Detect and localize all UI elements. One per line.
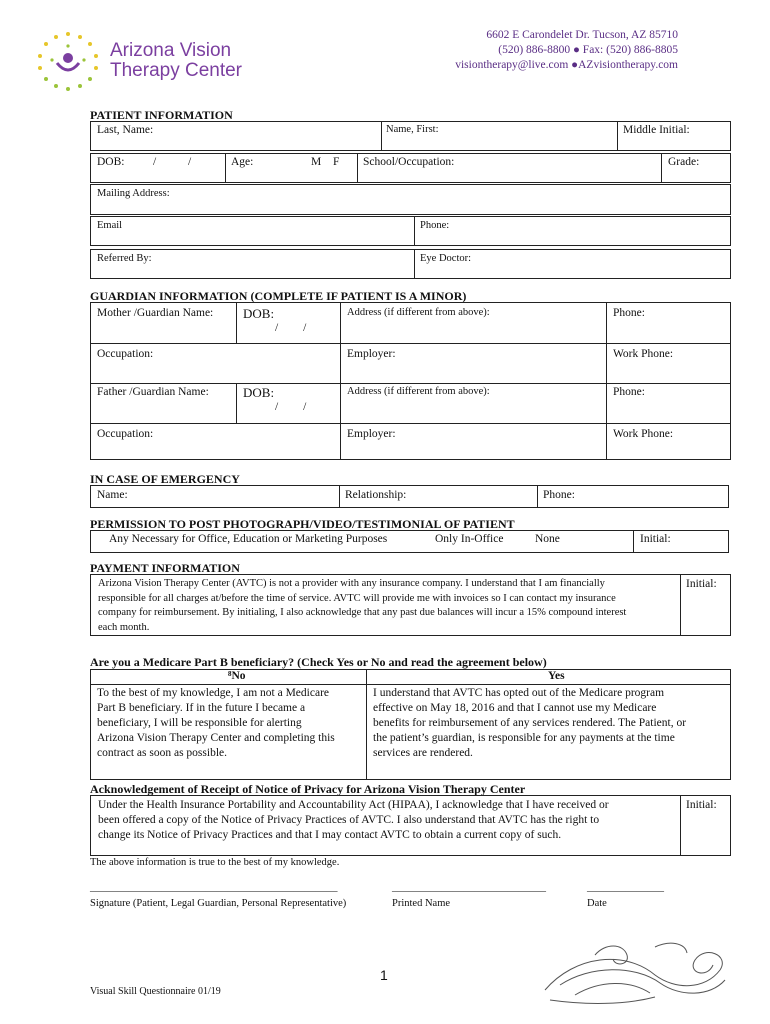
medicare-question: Are you a Medicare Part B beneficiary? (Check Yes or No and read the agreement below) (90, 655, 547, 669)
payment-terms-line: each month. (98, 621, 150, 633)
date-line[interactable]: ______________ (587, 881, 664, 893)
father-address-field[interactable]: Address (if different from above): (347, 386, 490, 397)
emergency-row (90, 485, 729, 508)
clinic-contact (455, 28, 678, 73)
mother-address-field[interactable]: Address (if different from above): (347, 307, 490, 318)
father-employer-field[interactable]: Employer: (347, 428, 396, 440)
payment-section-title: PAYMENT INFORMATION (90, 561, 240, 575)
medicare-no-checkbox[interactable]: ⁸No (228, 670, 246, 682)
medicare-no-line: beneficiary, I will be responsible for alerting (97, 717, 302, 729)
mother-employer-field[interactable]: Employer: (347, 348, 396, 360)
dob-slash: / (188, 156, 192, 168)
medicare-no-label: No (231, 670, 246, 682)
page-number: 1 (380, 967, 388, 983)
medicare-table (90, 669, 731, 780)
father-dob-field[interactable]: DOB: (243, 385, 275, 400)
logo-line-2: Therapy Center (110, 60, 243, 81)
mother-work-phone-field[interactable]: Work Phone: (613, 348, 674, 360)
decorative-flourish-icon (535, 935, 735, 1010)
logo-line-1: Arizona Vision (110, 40, 232, 61)
permission-initial-field[interactable]: Initial: (640, 533, 671, 545)
patient-dob-row (90, 153, 731, 183)
logo-mark-icon (28, 30, 108, 92)
mailing-address-label: Mailing Address: (97, 188, 170, 199)
father-occupation-field[interactable]: Occupation: (97, 428, 154, 440)
guardian-section-title: GUARDIAN INFORMATION (COMPLETE IF PATIENT IS A MINOR) (90, 289, 467, 303)
sex-m-option[interactable]: M (311, 156, 322, 168)
payment-terms-line: company for reimbursement. By initialing, I also acknowledge that any past due balances will incur a 15% compound interest (98, 607, 627, 618)
eye-doctor-field[interactable]: Eye Doctor: (420, 253, 472, 264)
medicare-no-line: contract as soon as possible. (97, 747, 227, 759)
payment-terms (98, 577, 678, 635)
permission-office-option[interactable]: Only In-Office (435, 533, 504, 545)
medicare-yes-line: services are rendered. (373, 747, 473, 759)
last-name-field[interactable]: Last, Name: (97, 124, 154, 136)
signature-label: Signature (Patient, Legal Guardian, Personal Representative) (90, 898, 347, 909)
medicare-no-line: Arizona Vision Therapy Center and completing this (97, 732, 335, 744)
printed-name-label: Printed Name (392, 898, 451, 909)
email-field[interactable]: Email (97, 220, 123, 231)
permission-any-option[interactable]: Any Necessary for Office, Education or Marketing Purposes (109, 533, 388, 545)
dob-slash: / (153, 156, 157, 168)
printed-name-line[interactable]: ____________________________ (392, 881, 546, 893)
mother-guardian-name-field[interactable]: Mother /Guardian Name: (97, 307, 214, 319)
father-phone-field[interactable]: Phone: (613, 386, 645, 398)
grade-field[interactable]: Grade: (668, 156, 700, 168)
mailing-address-field[interactable] (90, 184, 731, 215)
medicare-no-text (97, 686, 363, 761)
guardian-table (90, 302, 731, 460)
signature-line[interactable]: _____________________________________________ (90, 881, 338, 893)
mother-dob-field[interactable]: DOB: (243, 306, 275, 321)
privacy-section-title: Acknowledgement of Receipt of Notice of Privacy for Arizona Vision Therapy Center (90, 782, 526, 796)
email-phone-row (90, 216, 731, 246)
emergency-relationship-field[interactable]: Relationship: (345, 489, 407, 501)
mother-phone-field[interactable]: Phone: (613, 307, 645, 319)
mother-occupation-field[interactable]: Occupation: (97, 348, 154, 360)
age-field[interactable]: Age: (231, 156, 254, 168)
privacy-line: been offered a copy of the Notice of Privacy Practices of AVTC. I also understand that AVTC has the right to (98, 814, 600, 826)
medicare-yes-line: effective on May 18, 2016 and that I cannot use my Medicare (373, 702, 657, 714)
permission-none-option[interactable]: None (535, 533, 560, 545)
phone-field[interactable]: Phone: (420, 220, 450, 231)
medicare-yes-line: benefits for reimbursement of any services rendered. The Patient, or (373, 717, 687, 729)
emergency-name-field[interactable]: Name: (97, 489, 128, 501)
privacy-box (90, 795, 731, 856)
father-dob-slashes: / / (275, 401, 307, 413)
medicare-yes-checkbox[interactable]: Yes (548, 670, 565, 682)
form-identifier: Visual Skill Questionnaire 01/19 (90, 986, 221, 997)
date-label: Date (587, 898, 607, 909)
patient-name-row (90, 121, 731, 151)
school-occupation-field[interactable]: School/Occupation: (363, 156, 455, 168)
privacy-initial-field[interactable]: Initial: (686, 799, 717, 811)
patient-section-title: PATIENT INFORMATION (90, 108, 233, 122)
privacy-line: change its Notice of Privacy Practices and that I may contact AVTC to obtain a current copy of such. (98, 829, 562, 841)
emergency-phone-field[interactable]: Phone: (543, 489, 575, 501)
clinic-web: visiontherapy@live.com ●AZvisiontherapy.com (455, 59, 678, 71)
payment-terms-line: Arizona Vision Therapy Center (AVTC) is not a provider with any insurance company. I understand that I am financially (98, 578, 605, 589)
privacy-text (98, 798, 678, 843)
referred-by-field[interactable]: Referred By: (97, 253, 152, 264)
father-guardian-name-field[interactable]: Father /Guardian Name: (97, 386, 209, 398)
middle-initial-field[interactable]: Middle Initial: (623, 124, 690, 136)
clinic-address: 6602 E Carondelet Dr. Tucson, AZ 85710 (486, 29, 678, 41)
first-name-field[interactable]: Name, First: (386, 124, 439, 135)
sex-f-option[interactable]: F (333, 156, 340, 168)
medicare-no-line: Part B beneficiary. If in the future I became a (97, 702, 306, 714)
attestation-statement: The above information is true to the best of my knowledge. (90, 857, 340, 868)
mother-dob-slashes: / / (275, 322, 307, 334)
payment-initial-field[interactable]: Initial: (686, 578, 717, 590)
medicare-yes-line: the patient’s guardian, is responsible for any payments at the time (373, 732, 675, 744)
clinic-phones: (520) 886-8800 ● Fax: (520) 886-8805 (498, 44, 678, 56)
payment-terms-line: responsible for all charges at/before the time of service. AVTC will provide me with invoices so I can contact my insurance (98, 592, 616, 604)
permission-section-title: PERMISSION TO POST PHOTOGRAPH/VIDEO/TESTIMONIAL OF PATIENT (90, 517, 515, 531)
payment-box (90, 574, 731, 636)
medicare-no-line: To the best of my knowledge, I am not a Medicare (97, 687, 329, 699)
permission-row (90, 530, 729, 553)
dob-field[interactable]: DOB: (97, 156, 125, 168)
emergency-section-title: IN CASE OF EMERGENCY (90, 472, 240, 486)
referral-row (90, 249, 731, 279)
medicare-yes-line: I understand that AVTC has opted out of the Medicare program (373, 687, 665, 699)
medicare-yes-text (373, 686, 729, 761)
father-work-phone-field[interactable]: Work Phone: (613, 428, 674, 440)
privacy-line: Under the Health Insurance Portability and Accountability Act (HIPAA), I acknowledge that I have received or (98, 799, 609, 811)
